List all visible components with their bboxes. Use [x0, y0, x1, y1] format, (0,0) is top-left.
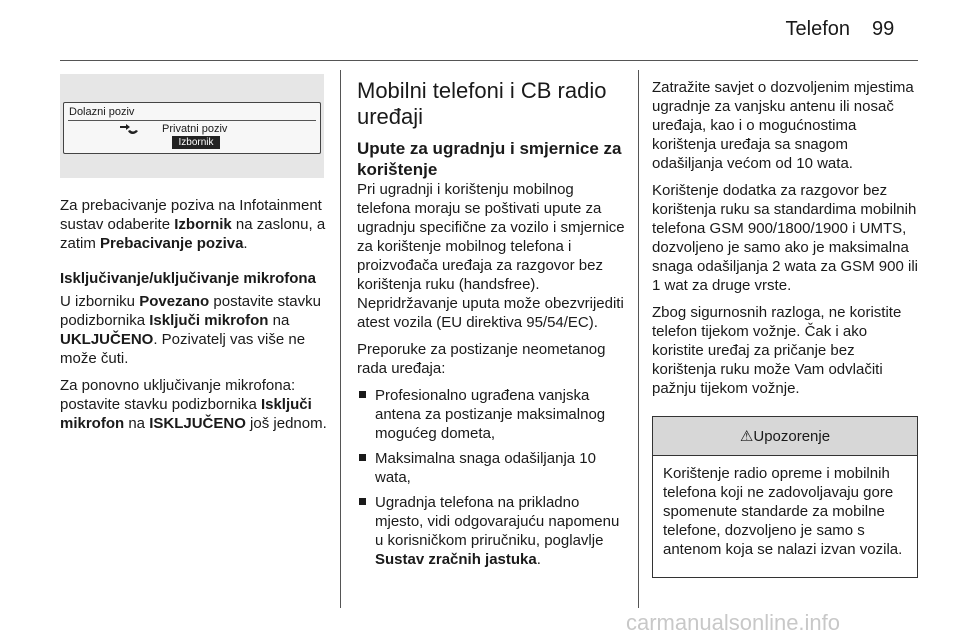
phone-transfer-icon: [118, 122, 140, 136]
paragraph-installation: Pri ugradnji i korištenju mobilnog telefona moraju se poštivati upute za ugradnju specifične za vozilo i smjernice za korištenje mobilnog telefona i proizvođača uređaja za razgovor bez korištenja ruku (handsfree). Nepridržavanje uputa može obezvrijediti atest vozila (EU direktiva 95/54/EC).: [357, 181, 625, 331]
screen-subtitle: Privatni poziv: [162, 123, 228, 135]
section-subtitle: Upute za ugradnju i smjernice za korištenje: [357, 139, 622, 179]
section-title: Mobilni telefoni i CB radio uređaji: [357, 78, 607, 129]
screen-divider: [68, 120, 316, 121]
middle-column: [357, 78, 627, 575]
header-divider: [60, 60, 918, 61]
paragraph-unmute: Za ponovno uključivanje mikrofona: postavite stavku podizbornika Isključi mikrofon na ISKLJUČENO još jednom.: [60, 377, 327, 432]
bullet-icon: [359, 498, 366, 505]
right-column: [652, 78, 922, 406]
left-column: [60, 196, 332, 441]
recommendation-list: [357, 386, 627, 569]
warning-title: Upozorenje: [753, 427, 831, 445]
paragraph-recommendations: Preporuke za postizanje neometanog rada uređaja:: [357, 341, 606, 377]
menu-button[interactable]: Izbornik: [172, 136, 220, 149]
column-divider-left: [340, 70, 341, 608]
bullet-icon: [359, 454, 366, 461]
warning-icon: ⚠: [739, 428, 754, 445]
screen-title: Dolazni poziv: [69, 106, 135, 118]
chapter-title: Telefon: [785, 18, 850, 40]
list-item: Profesionalno ugrađena vanjska antena za postizanje maksimalnog mogućeg dometa,: [357, 386, 627, 443]
paragraph-antenna: Zatražite savjet o dozvoljenim mjestima ugradnje za vanjsku antenu ili nosač uređaja, kao i o mogućnostima korištenja uređaja sa snagom odašiljanja većom od 10 wata.: [652, 79, 914, 172]
display-illustration: [60, 74, 324, 178]
list-item: Maksimalna snaga odašiljanja 10 wata,: [357, 449, 627, 487]
infotainment-screen: [63, 102, 321, 154]
section-heading-microphone: Isključivanje/uključivanje mikrofona: [60, 270, 316, 287]
warning-header: [653, 417, 917, 456]
paragraph-handsfree: Korištenje dodatka za razgovor bez korištenja ruku sa standardima mobilnih telefona GSM 900/1800/1900 i UMTS, dozvoljeno je samo ako je maksimalna snaga odašiljanja 2 wata za GSM 900 ili 1 wat za druge vrste.: [652, 182, 918, 294]
page-number: 99: [872, 18, 895, 40]
paragraph-call-transfer: Za prebacivanje poziva na Infotainment sustav odaberite Izbornik na zaslonu, a zatim Prebacivanje poziva.: [60, 197, 326, 252]
paragraph-safety: Zbog sigurnosnih razloga, ne koristite telefon tijekom vožnje. Čak i ako koristite uređaj za pričanje bez korištenja ruku može Vam odvlačiti pažnju tijekom vožnje.: [652, 304, 902, 397]
warning-text: Korištenje radio opreme i mobilnih telefona koji ne zadovoljavaju gore spomenute standarde za mobilne telefone, dozvoljeno je samo s antenom koja se nalazi izvan vozila.: [663, 465, 903, 558]
paragraph-mute: U izborniku Povezano postavite stavku podizbornika Isključi mikrofon na UKLJUČENO. Pozivatelj vas više ne može čuti.: [60, 293, 321, 367]
watermark: carmanualsonline.info: [626, 610, 841, 635]
column-divider-right: [638, 70, 639, 608]
warning-box: [652, 416, 918, 578]
list-item: Ugradnja telefona na prikladno mjesto, vidi odgovarajuću napomenu u korisničkom priručniku, poglavlje Sustav zračnih jastuka.: [357, 493, 627, 569]
bullet-icon: [359, 391, 366, 398]
